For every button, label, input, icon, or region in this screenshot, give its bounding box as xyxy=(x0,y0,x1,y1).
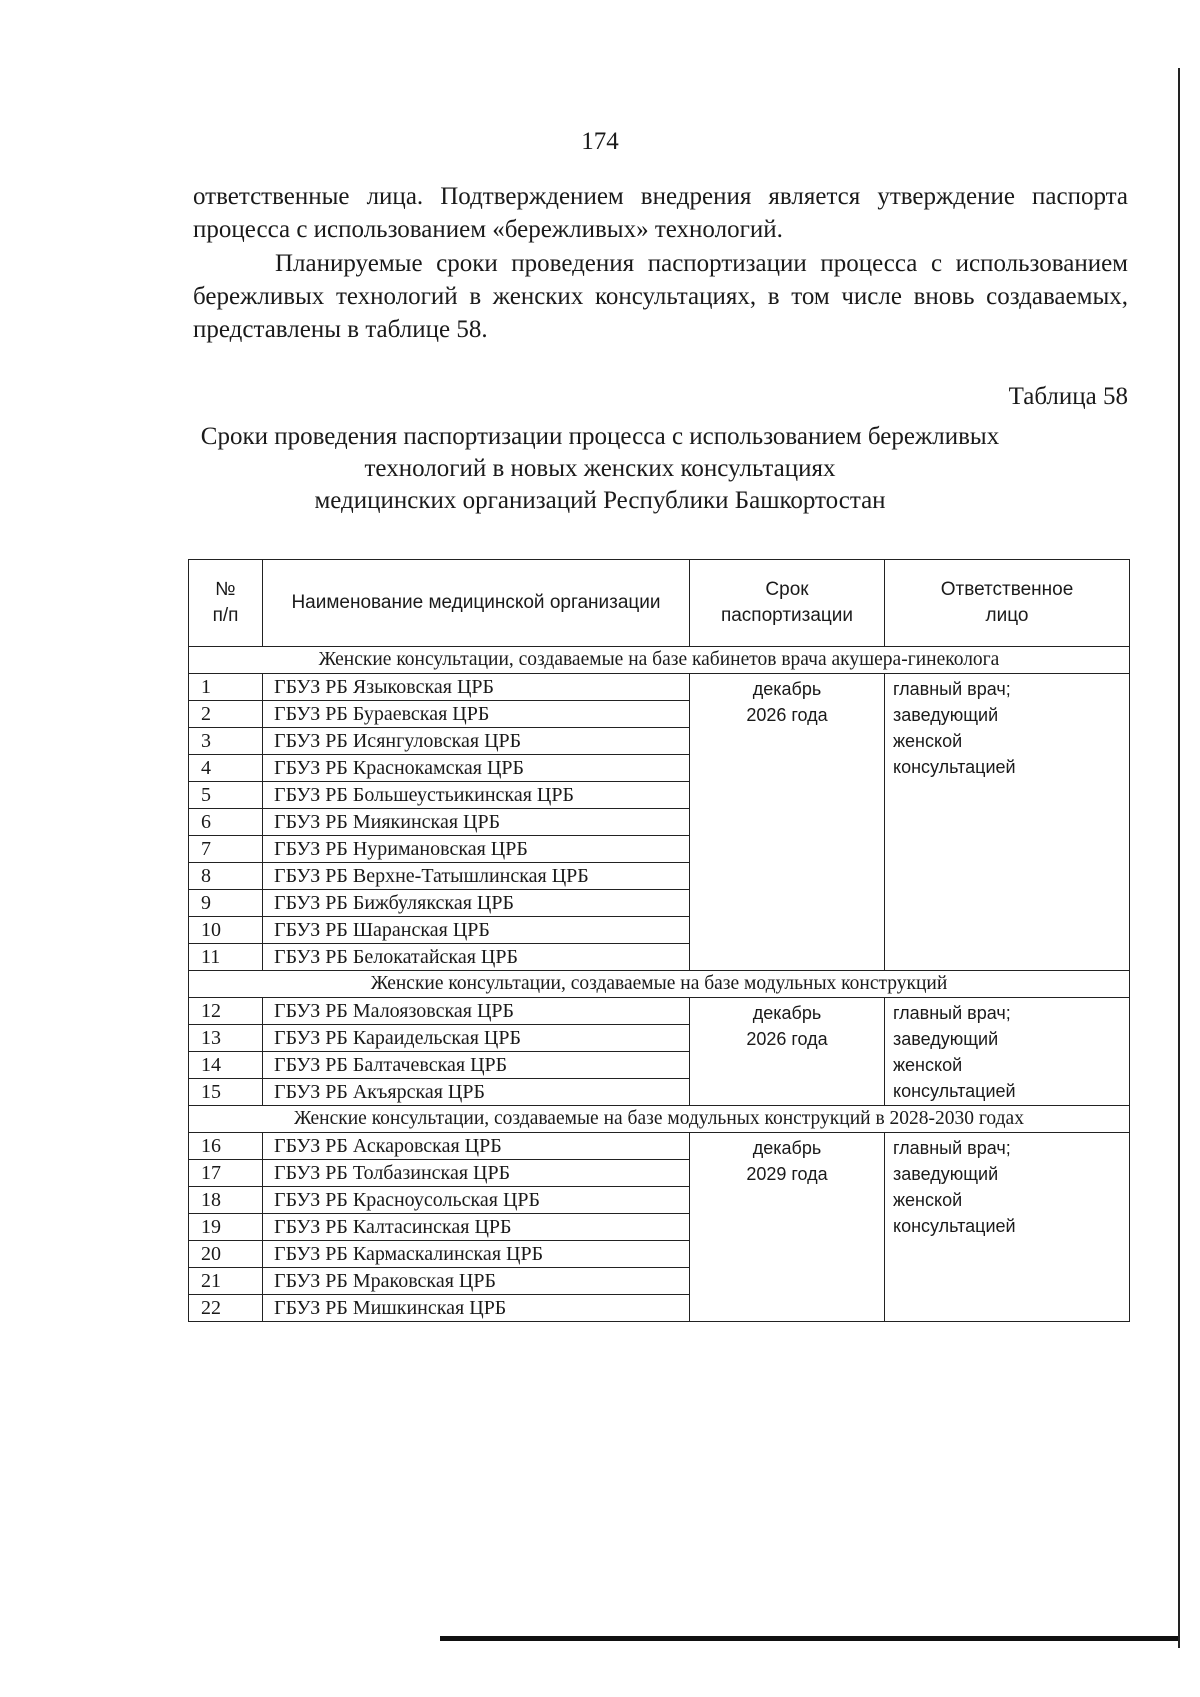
row-number: 20 xyxy=(189,1241,263,1268)
responsible-person xyxy=(885,674,1130,971)
passport-date-line: декабрь xyxy=(752,679,822,699)
organization-name: ГБУЗ РБ Языковская ЦРБ xyxy=(263,674,690,701)
page-number: 174 xyxy=(581,128,619,155)
row-number: 7 xyxy=(189,836,263,863)
table-row xyxy=(189,674,1130,701)
scan-edge-line xyxy=(1178,68,1180,1648)
row-number: 4 xyxy=(189,755,263,782)
section-row xyxy=(189,1106,1130,1133)
table-title-line: технологий в новых женских консультациях xyxy=(364,455,836,482)
header-responsible xyxy=(885,560,1130,647)
table-header-row xyxy=(189,560,1130,647)
row-number: 1 xyxy=(189,674,263,701)
paragraph: ответственные лица. Подтверждением внедрения является утверждение паспорта процесса с использованием «бережливых» технологий. xyxy=(193,183,1128,243)
section-row xyxy=(189,971,1130,998)
responsible-line: женской xyxy=(893,1190,963,1210)
header-name: Наименование медицинской организации xyxy=(263,560,690,647)
organization-name: ГБУЗ РБ Белокатайская ЦРБ xyxy=(263,944,690,971)
header-date xyxy=(690,560,885,647)
header-num xyxy=(189,560,263,647)
row-number: 11 xyxy=(189,944,263,971)
organization-name: ГБУЗ РБ Бижбулякская ЦРБ xyxy=(263,890,690,917)
row-number: 8 xyxy=(189,863,263,890)
responsible-line: консультацией xyxy=(893,1216,1016,1236)
organization-name: ГБУЗ РБ Караидельская ЦРБ xyxy=(263,1025,690,1052)
row-number: 17 xyxy=(189,1160,263,1187)
header-num-line: п/п xyxy=(212,605,239,626)
responsible-line: заведующий xyxy=(893,1164,999,1184)
table-title-line: Сроки проведения паспортизации процесса с использованием бережливых xyxy=(200,423,1000,450)
responsible-line: главный врач; xyxy=(893,1003,1011,1023)
row-number: 5 xyxy=(189,782,263,809)
section-row xyxy=(189,647,1130,674)
responsible-line: заведующий xyxy=(893,705,999,725)
table-body xyxy=(189,647,1130,1322)
row-number: 12 xyxy=(189,998,263,1025)
organization-name: ГБУЗ РБ Нуримановская ЦРБ xyxy=(263,836,690,863)
passport-date xyxy=(690,674,885,971)
organization-name: ГБУЗ РБ Кармаскалинская ЦРБ xyxy=(263,1241,690,1268)
schedule-table xyxy=(188,559,1130,1322)
responsible-line: заведующий xyxy=(893,1029,999,1049)
row-number: 21 xyxy=(189,1268,263,1295)
passport-date-line: 2026 года xyxy=(746,705,828,725)
row-number: 2 xyxy=(189,701,263,728)
passport-date xyxy=(690,1133,885,1322)
organization-name: ГБУЗ РБ Шаранская ЦРБ xyxy=(263,917,690,944)
row-number: 6 xyxy=(189,809,263,836)
header-resp-line: Ответственное xyxy=(940,579,1074,600)
organization-name: ГБУЗ РБ Мишкинская ЦРБ xyxy=(263,1295,690,1322)
responsible-line: женской xyxy=(893,1055,963,1075)
row-number: 3 xyxy=(189,728,263,755)
row-number: 13 xyxy=(189,1025,263,1052)
row-number: 16 xyxy=(189,1133,263,1160)
organization-name: ГБУЗ РБ Верхне-Татышлинская ЦРБ xyxy=(263,863,690,890)
section-title: Женские консультации, создаваемые на базе модульных конструкций xyxy=(189,971,1130,998)
organization-name: ГБУЗ РБ Толбазинская ЦРБ xyxy=(263,1160,690,1187)
row-number: 10 xyxy=(189,917,263,944)
row-number: 22 xyxy=(189,1295,263,1322)
section-title: Женские консультации, создаваемые на базе модульных конструкций в 2028-2030 годах xyxy=(189,1106,1130,1133)
responsible-line: консультацией xyxy=(893,1081,1016,1101)
header-resp-line: лицо xyxy=(985,605,1029,626)
responsible-line: главный врач; xyxy=(893,679,1011,699)
header-num-line: № xyxy=(215,579,236,600)
passport-date-line: декабрь xyxy=(752,1003,822,1023)
organization-name: ГБУЗ РБ Акъярская ЦРБ xyxy=(263,1079,690,1106)
table-title xyxy=(0,421,1200,517)
responsible-person xyxy=(885,998,1130,1106)
table-row xyxy=(189,1133,1130,1160)
row-number: 19 xyxy=(189,1214,263,1241)
passport-date-line: 2026 года xyxy=(746,1029,828,1049)
row-number: 9 xyxy=(189,890,263,917)
header-date-line: паспортизации xyxy=(720,605,854,626)
responsible-line: консультацией xyxy=(893,757,1016,777)
organization-name: ГБУЗ РБ Большеустьикинская ЦРБ xyxy=(263,782,690,809)
organization-name: ГБУЗ РБ Миякинская ЦРБ xyxy=(263,809,690,836)
organization-name: ГБУЗ РБ Исянгуловская ЦРБ xyxy=(263,728,690,755)
header-date-line: Срок xyxy=(765,579,809,600)
paragraph: Планируемые сроки проведения паспортизации процесса с использованием бережливых технологий в женских консультациях, в том числе вновь создаваемых, представлены в таблице 58. xyxy=(193,250,1128,343)
organization-name: ГБУЗ РБ Красноусольская ЦРБ xyxy=(263,1187,690,1214)
row-number: 14 xyxy=(189,1052,263,1079)
section-title: Женские консультации, создаваемые на базе кабинетов врача акушера-гинеколога xyxy=(189,647,1130,674)
organization-name: ГБУЗ РБ Мраковская ЦРБ xyxy=(263,1268,690,1295)
responsible-line: женской xyxy=(893,731,963,751)
passport-date xyxy=(690,998,885,1106)
organization-name: ГБУЗ РБ Краснокамская ЦРБ xyxy=(263,755,690,782)
table-label: Таблица 58 xyxy=(1008,383,1128,410)
responsible-line: главный врач; xyxy=(893,1138,1011,1158)
organization-name: ГБУЗ РБ Балтачевская ЦРБ xyxy=(263,1052,690,1079)
organization-name: ГБУЗ РБ Калтасинская ЦРБ xyxy=(263,1214,690,1241)
row-number: 15 xyxy=(189,1079,263,1106)
organization-name: ГБУЗ РБ Бураевская ЦРБ xyxy=(263,701,690,728)
passport-date-line: декабрь xyxy=(752,1138,822,1158)
organization-name: ГБУЗ РБ Малоязовская ЦРБ xyxy=(263,998,690,1025)
responsible-person xyxy=(885,1133,1130,1322)
scan-bottom-line xyxy=(440,1636,1178,1641)
row-number: 18 xyxy=(189,1187,263,1214)
passport-date-line: 2029 года xyxy=(746,1164,828,1184)
table-row xyxy=(189,998,1130,1025)
organization-name: ГБУЗ РБ Аскаровская ЦРБ xyxy=(263,1133,690,1160)
table-title-line: медицинских организаций Республики Башкортостан xyxy=(314,487,886,514)
